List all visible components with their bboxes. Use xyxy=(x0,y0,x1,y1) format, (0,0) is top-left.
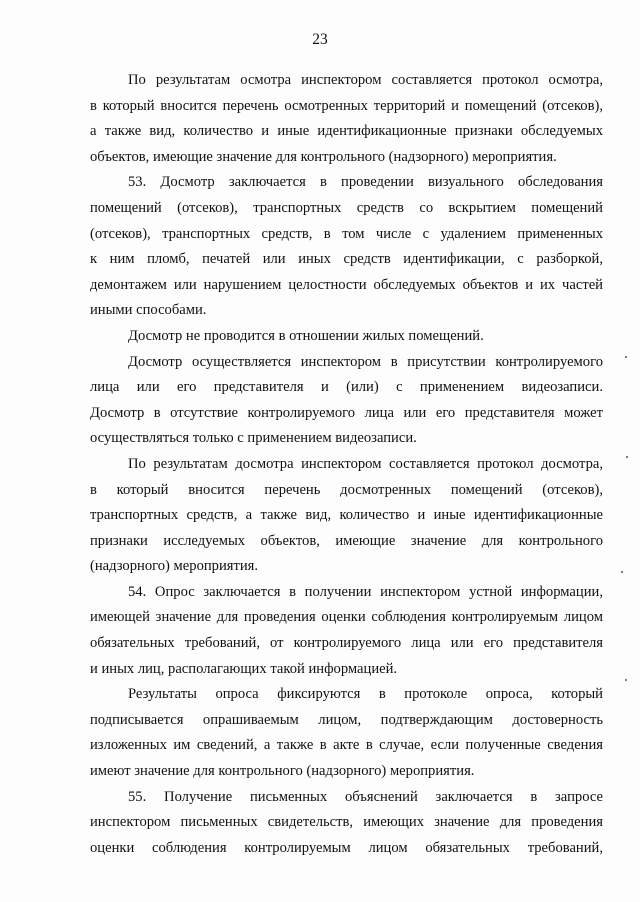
text-line: иными способами. xyxy=(90,302,207,319)
text-line: обязательных требований, от контролируемого лица или его представителя xyxy=(90,635,603,652)
scan-speck xyxy=(626,456,628,458)
text-line: (надзорного) мероприятия. xyxy=(90,558,259,575)
scan-speck xyxy=(621,571,623,573)
paragraph-p5 xyxy=(90,452,603,580)
text-line: 54. Опрос заключается в получении инспектором устной информации, xyxy=(128,583,603,600)
text-line: 53. Досмотр заключается в проведении визуального обследования xyxy=(128,174,603,191)
text-line: помещений (отсеков), транспортных средств со вскрытием помещений xyxy=(90,199,603,216)
scan-speck xyxy=(625,679,627,681)
text-line: демонтажем или нарушением целостности обследуемых объектов и их частей xyxy=(90,276,603,293)
text-line: объектов, имеющие значение для контрольного (надзорного) мероприятия. xyxy=(90,148,557,165)
text-line: По результатам досмотра инспектором составляется протокол досмотра, xyxy=(128,455,603,472)
paragraph-p1 xyxy=(90,68,603,170)
text-line: Результаты опроса фиксируются в протоколе опроса, который xyxy=(128,686,603,703)
text-line: инспектором письменных свидетельств, имеющих значение для проведения xyxy=(90,814,603,831)
paragraph-p3 xyxy=(90,324,603,350)
text-line: По результатам осмотра инспектором составляется протокол осмотра, xyxy=(128,72,603,88)
paragraph-p8 xyxy=(90,785,603,862)
paragraph-p7 xyxy=(90,682,603,784)
text-line: изложенных им сведений, а также в акте в случае, если полученные сведения xyxy=(90,737,603,754)
text-line: а также вид, количество и иные идентификационные признаки обследуемых xyxy=(90,123,603,140)
text-line: в который вносится перечень осмотренных территорий и помещений (отсеков), xyxy=(90,97,603,114)
paragraph-p6 xyxy=(90,580,603,682)
scan-speck xyxy=(625,356,627,358)
text-line: признаки исследуемых объектов, имеющие значение для контрольного xyxy=(90,532,603,549)
text-line: транспортных средств, а также вид, количество и иные идентификационные xyxy=(90,507,603,524)
text-line: подписывается опрашиваемым лицом, подтверждающим достоверность xyxy=(90,711,603,728)
text-line: Досмотр осуществляется инспектором в присутствии контролируемого xyxy=(128,353,603,370)
text-line: имеют значение для контрольного (надзорного) мероприятия. xyxy=(90,763,475,780)
text-line: Досмотр в отсутствие контролируемого лица или его представителя может xyxy=(90,404,603,421)
text-line: имеющей значение для проведения оценки соблюдения контролируемым лицом xyxy=(90,609,603,626)
text-line: осуществляться только с применением видеозаписи. xyxy=(90,430,417,447)
paragraph-p2 xyxy=(90,170,603,324)
page-number: 23 xyxy=(312,31,328,48)
text-line: в который вносится перечень досмотренных помещений (отсеков), xyxy=(90,481,603,498)
text-line: Досмотр не проводится в отношении жилых помещений. xyxy=(128,327,484,344)
paragraph-p4 xyxy=(90,350,603,452)
text-line: 55. Получение письменных объяснений заключается в запросе xyxy=(128,788,603,805)
text-line: и иных лиц, располагающих такой информацией. xyxy=(90,660,398,677)
text-line: лица или его представителя и (или) с применением видеозаписи. xyxy=(90,379,603,396)
text-line: (отсеков), транспортных средств, в том числе с удалением примененных xyxy=(90,225,603,242)
text-line: оценки соблюдения контролируемым лицом обязательных требований, xyxy=(90,839,603,856)
document-body xyxy=(90,68,603,861)
text-line: к ним пломб, печатей или иных средств идентификации, с разборкой, xyxy=(90,251,603,268)
